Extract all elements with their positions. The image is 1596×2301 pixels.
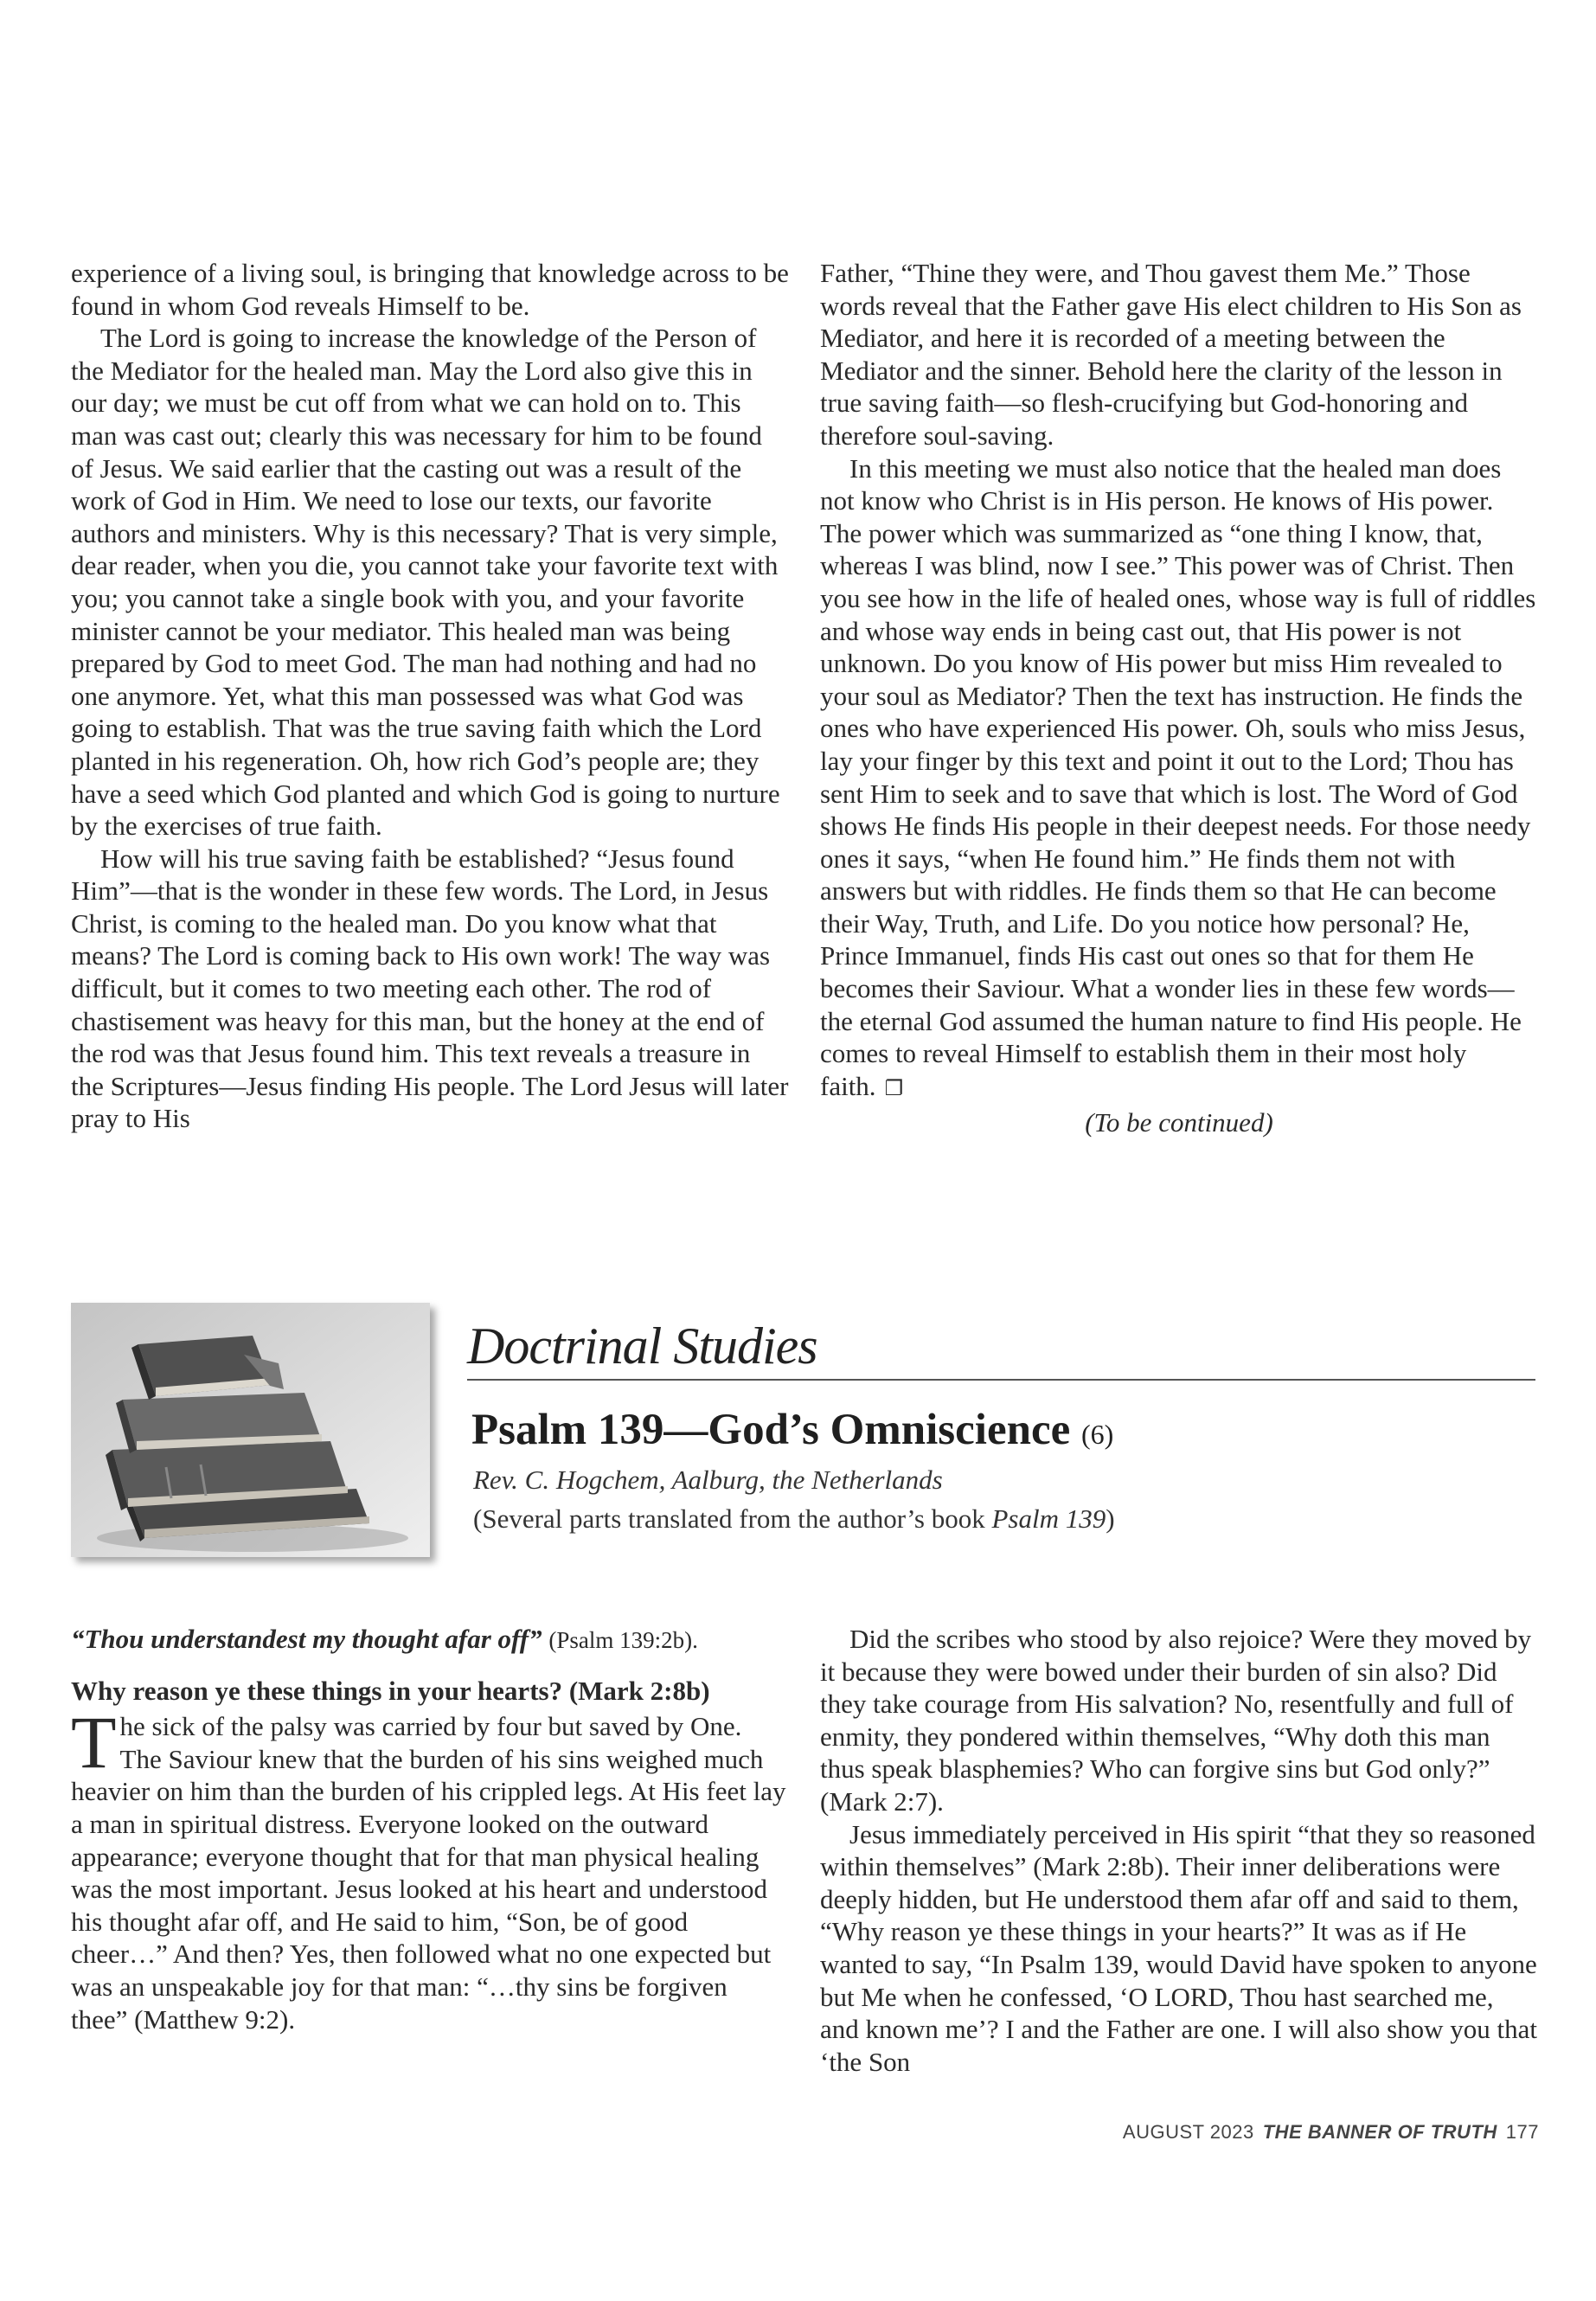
translation-note xyxy=(473,1503,1115,1535)
issue-date: AUGUST 2023 xyxy=(1122,2121,1254,2143)
article-right-column xyxy=(820,1623,1538,2078)
article-part-number: (6) xyxy=(1081,1419,1114,1450)
magazine-name: THE BANNER OF TRUTH xyxy=(1262,2121,1497,2143)
book-title: Psalm 139 xyxy=(991,1503,1106,1534)
article-continuation-right-column xyxy=(820,257,1538,1139)
article-left-column xyxy=(71,1623,789,2035)
page-number: 177 xyxy=(1505,2121,1539,2143)
article-continuation-left-column xyxy=(71,257,789,1135)
translation-note-text: (Several parts translated from the author’s book xyxy=(473,1503,992,1534)
paragraph: The Lord is going to increase the knowledge of the Person of the Mediator for the healed man. May the Lord also give this in our day; we must be cut off from what we can hold on to. This man was cast out; clearly this was necessary for him to be found of Jesus. We said earlier that the casting out was a result of the work of God in Him. We need to lose our texts, our favorite authors and ministers. Why is this necessary? That is very simple, dear reader, when you die, you cannot take your favorite text with you; you cannot take a single book with you, and your favorite minister cannot be your mediator. This healed man was being prepared by God to meet God. The man had nothing and had no one anymore. Yet, what this man possessed was what God was going to establish. That was the true saving faith which the Lord planted in his regeneration. Oh, how rich God’s people are; they have a seed which God planted and which God is going to nurture by the exercises of true faith. xyxy=(71,323,780,842)
paragraph xyxy=(71,1701,789,2035)
end-of-article-mark: ❐ xyxy=(884,1075,904,1100)
section-title: Doctrinal Studies xyxy=(467,1317,817,1375)
paragraph: How will his true saving faith be established? “Jesus found Him”—that is the wonder in these few words. The Lord, in Jesus Christ, is coming to the healed man. Do you know what that means? The Lord is coming back to His own work! The way was difficult, but it comes to two meeting each other. The rod of chastisement was heavy for this man, but the honey at the end of the rod was that Jesus found him. This text reveals a treasure in the Scriptures—Jesus finding His people. The Lord Jesus will later pray to His xyxy=(71,843,789,1134)
article-title-text: Psalm 139—God’s Omniscience xyxy=(471,1406,1071,1454)
paragraph: Father, “Thine they were, and Thou gavest them Me.” Those words reveal that the Father gave His elect children to His Son as Mediator, and here it is recorded of a meeting between the Mediator and the sinner. Behold here the clarity of the lesson in true saving faith—so flesh-crucifying but God-honoring and therefore soul-saving. xyxy=(820,258,1522,451)
paragraph: experience of a living soul, is bringing that knowledge across to be found in whom God reveals Himself to be. xyxy=(71,258,789,321)
paragraph: In this meeting we must also notice that the healed man does not know who Christ is in His person. He knows of His power. The power which was summarized as “one thing I know, that, whereas I was blind, now I see.” This power was of Christ. Then you see how in the life of healed ones, whose way is full of riddles and whose way ends in being cast out, that His power is not unknown. Do you know of His power but miss Him revealed to your soul as Mediator? Then the text has instruction. He finds the ones who have experienced His power. Oh, souls who miss Jesus, lay your finger by this text and point it out to the Lord; Thou has sent Him to seek and to save that which is lost. The Word of God shows He finds His people in their deepest needs. For those needy ones it says, “when He found him.” He finds them not with answers but with riddles. He finds them so that He can become their Way, Truth, and Life. Do you notice how personal? He, Prince Immanuel, finds His cast out ones so that for them He becomes their Saviour. What a wonder lies in these few words—the eternal God assumed the human nature to find His people. He comes to reveal Himself to establish them in their most holy faith. xyxy=(820,452,1536,1101)
section-divider xyxy=(467,1379,1535,1381)
stacked-old-books-photo xyxy=(71,1303,430,1557)
page-footer xyxy=(1123,2121,1539,2144)
paragraph-text: he sick of the palsy was carried by four but saved by One. The Saviour knew that the burden of his sins weighed much heavier on him than the burden of his crippled legs. At His feet lay a man in spiritual distress. Everyone looked on the outward appearance; everyone thought that for that man physical healing was the most important. Jesus looked at his heart and understood his thought afar off, and He said to him, “Son, be of good cheer…” And then? Yes, then followed what no one expected but was an unspeakable joy for that man: “…thy sins be forgiven thee” (Matthew 9:2). xyxy=(71,1711,786,2035)
books-icon xyxy=(71,1303,430,1557)
article-title xyxy=(471,1405,1113,1455)
epigraph xyxy=(71,1623,789,1657)
subheading: Why reason ye these things in your hearts? (Mark 2:8b) xyxy=(71,1675,710,1706)
epigraph-quote: “Thou understandest my thought afar off” xyxy=(71,1624,542,1654)
to-be-continued: (To be continued) xyxy=(1085,1107,1273,1138)
paragraph: Jesus immediately perceived in His spirit “that they so reasoned within themselves” (Mark 2:8b). Their inner deliberations were deeply hidden, but He understood them afar off and said to them, “Why reason ye these things in your hearts?” It was as if He wanted to say, “In Psalm 139, would David have spoken to anyone but Me when he confessed, ‘O LORD, Thou hast searched me, and known me’? I and the Father are one. I will also show you that ‘the Son xyxy=(820,1818,1538,2077)
paragraph: Did the scribes who stood by also rejoice? Were they moved by it because they were bowed under their burden of sin also? Did they take courage from His salvation? No, resentfully and full of enmity, they pondered within themselves, “Why doth this man thus speak blasphemies? Who can forgive sins but God only?” (Mark 2:7). xyxy=(820,1624,1532,1817)
author-byline: Rev. C. Hogchem, Aalburg, the Netherlands xyxy=(473,1465,943,1495)
drop-cap: T xyxy=(71,1701,117,1785)
translation-note-close: ) xyxy=(1106,1503,1115,1534)
epigraph-reference: (Psalm 139:2b). xyxy=(548,1627,698,1653)
